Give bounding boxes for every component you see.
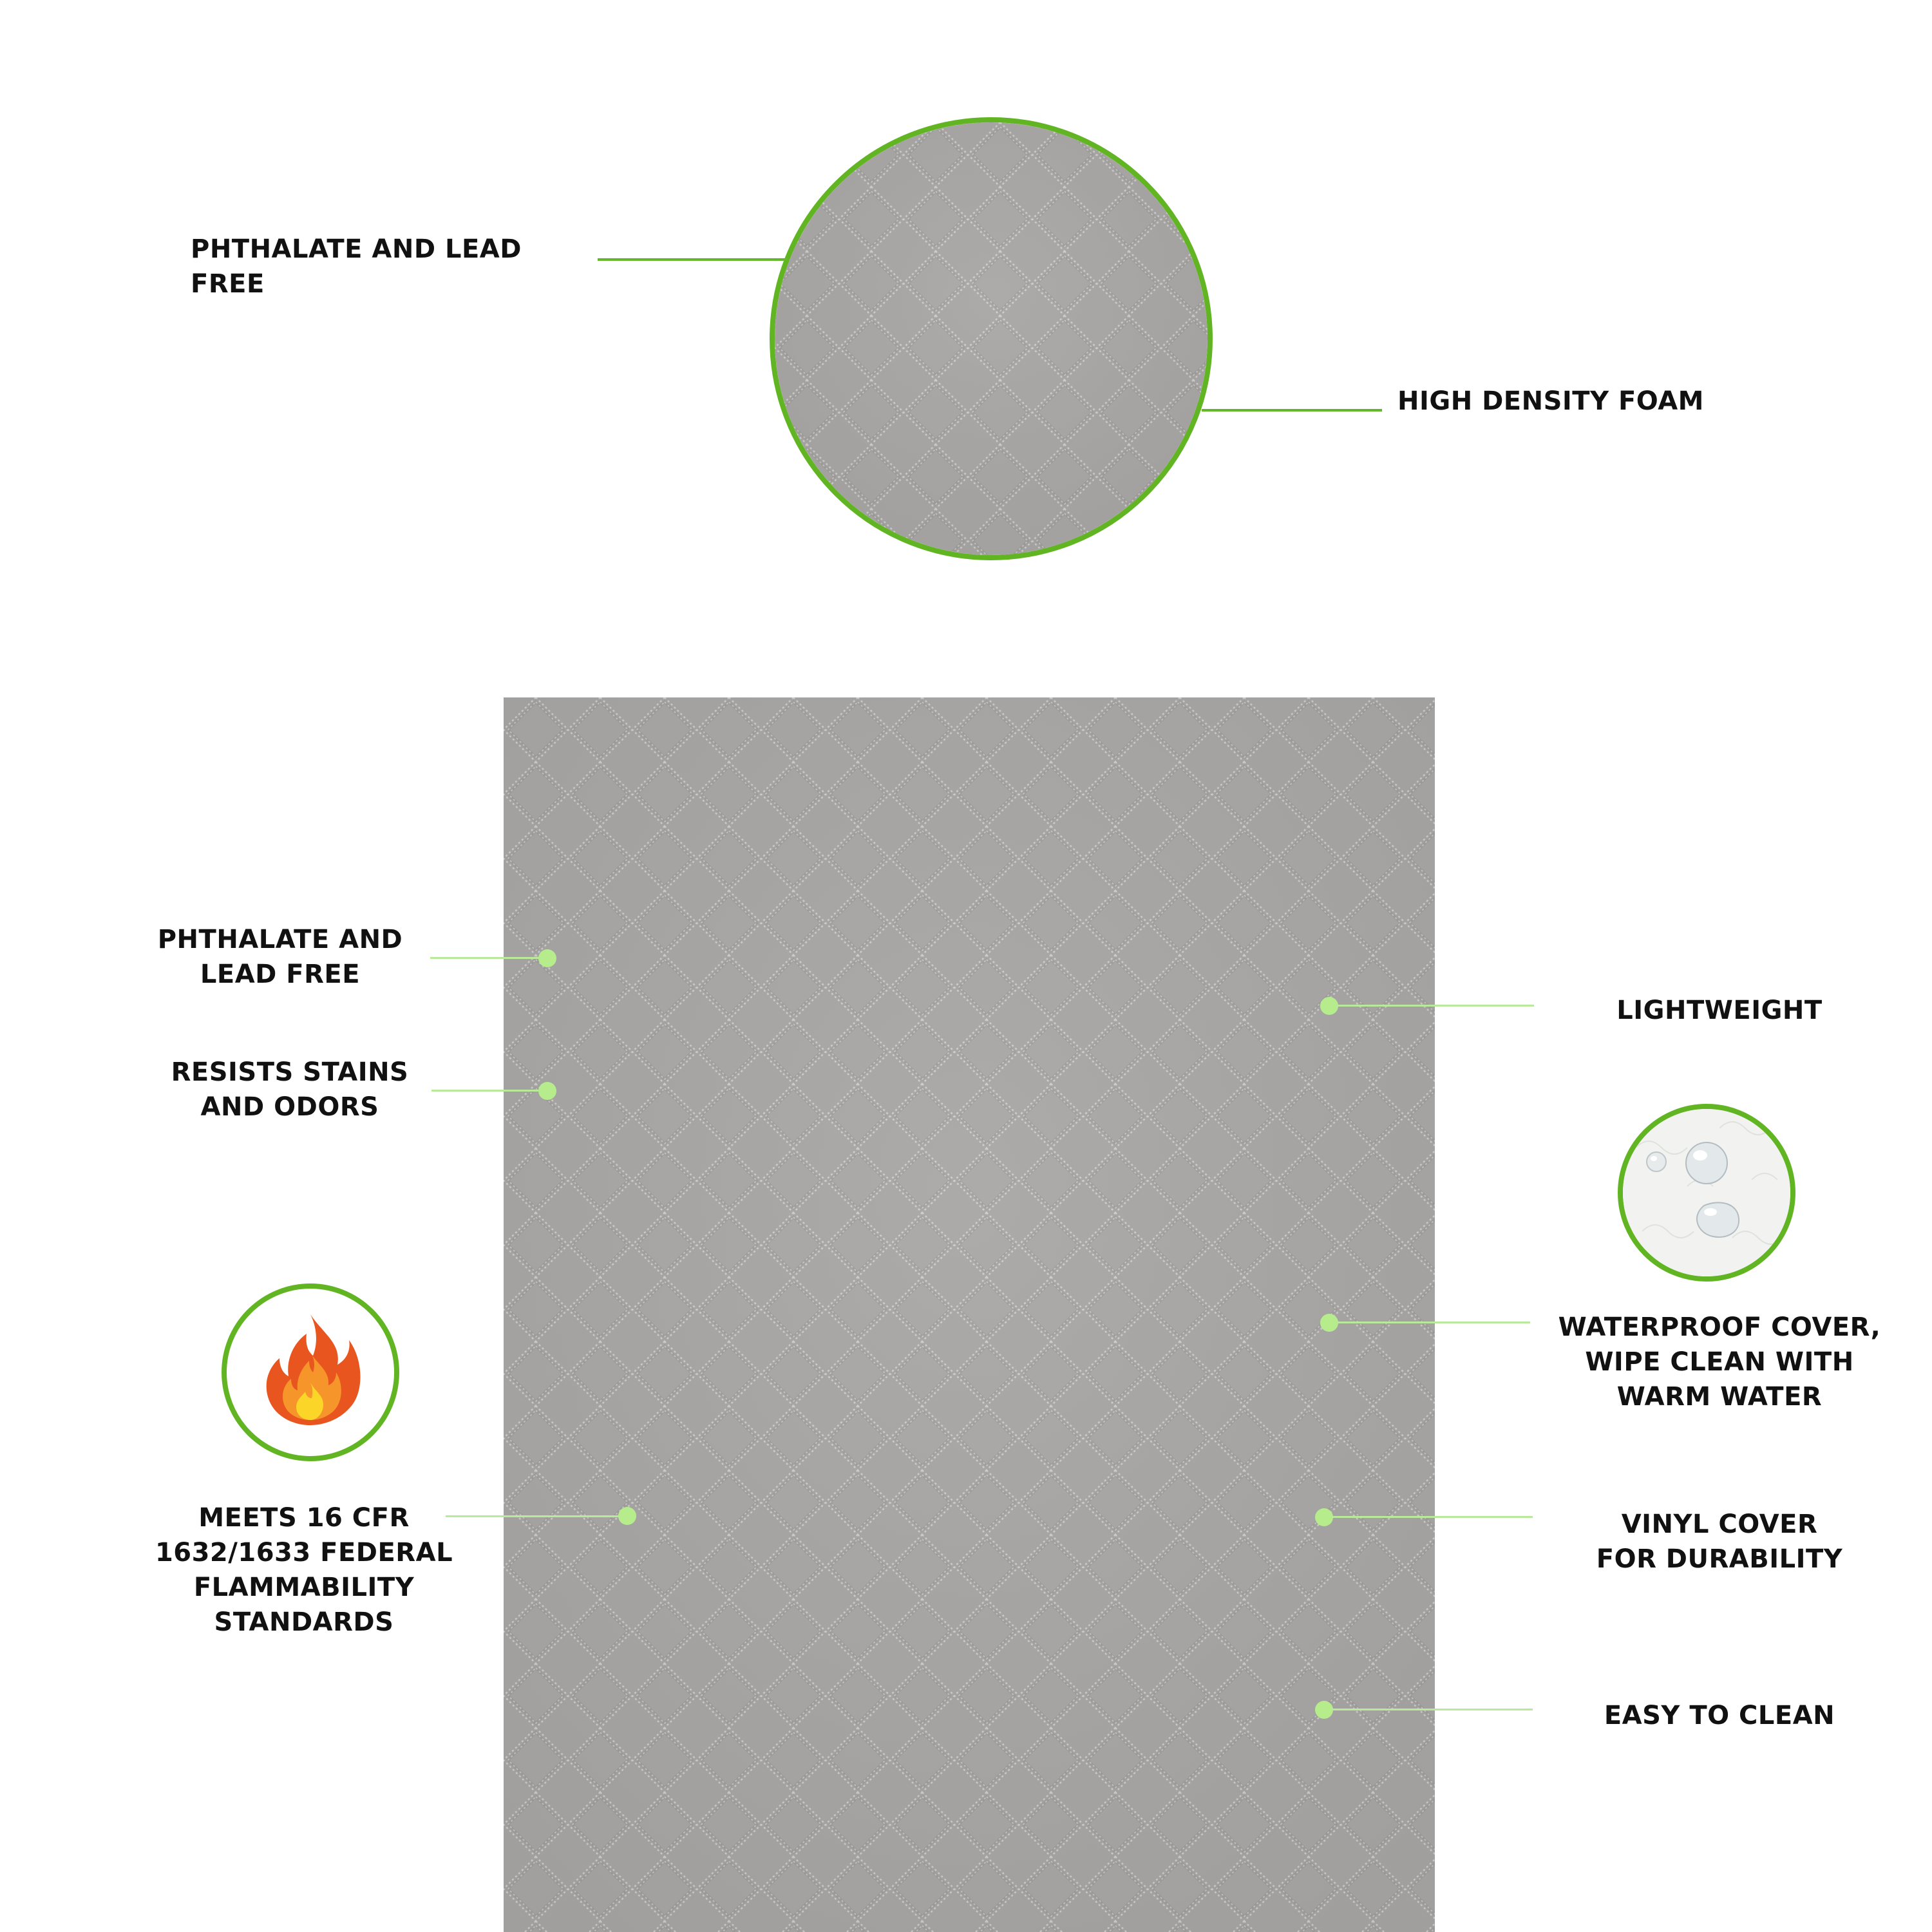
waterproof-badge [1618,1104,1795,1282]
feature-phthalate-lead-free: PHTHALATE AND LEAD FREE [157,925,403,989]
marker-vinyl [1315,1508,1333,1526]
connector-stains [431,1090,547,1092]
connector-waterproof [1337,1321,1530,1323]
feature-easy-clean: EASY TO CLEAN [1604,1701,1835,1730]
marker-phthalate [538,949,556,967]
feature-resists-stains: RESISTS STAINS AND ODORS [171,1057,409,1122]
fabric-zoom-circle [770,117,1213,560]
zoom-label-left: PHTHALATE AND LEAD FREE [191,234,522,299]
feature-lightweight: LIGHTWEIGHT [1616,996,1823,1025]
connector-phthalate [430,957,547,959]
flame-icon [227,1289,394,1456]
quilted-vinyl-surface [504,697,1435,1932]
water-droplets-icon [1623,1109,1790,1276]
connector-lightweight [1337,1005,1534,1007]
zoom-connector-right [1202,409,1382,412]
marker-easy-clean [1315,1701,1333,1719]
feature-waterproof: WATERPROOF COVER, WIPE CLEAN WITH WARM WATER [1558,1312,1881,1412]
marker-waterproof [1320,1314,1338,1332]
feature-flammability: MEETS 16 CFR 1632/1633 FEDERAL FLAMMABILITY STANDARDS [155,1503,453,1637]
zoom-label-right: HIGH DENSITY FOAM [1397,386,1704,416]
marker-stains [538,1082,556,1100]
flame-badge [222,1283,399,1461]
feature-vinyl: VINYL COVER FOR DURABILITY [1596,1510,1843,1574]
quilted-fabric-texture [775,122,1208,555]
connector-vinyl [1332,1516,1533,1518]
connector-easy-clean [1332,1709,1533,1710]
connector-flammability [446,1515,632,1517]
zoom-connector-left [598,258,787,261]
mattress-panel [504,697,1435,1932]
marker-flammability [618,1507,636,1525]
marker-lightweight [1320,997,1338,1015]
